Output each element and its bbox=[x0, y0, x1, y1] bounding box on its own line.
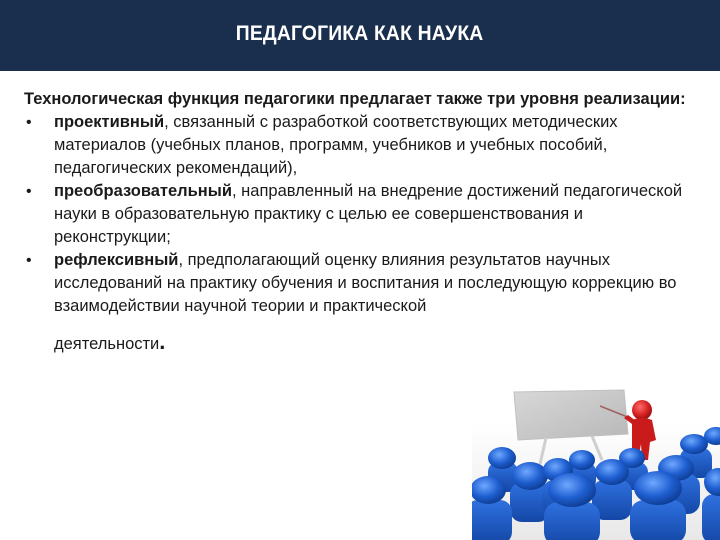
bullet-term: преобразовательный bbox=[54, 182, 233, 200]
final-period: . bbox=[159, 329, 166, 354]
bullet-icon: • bbox=[26, 183, 32, 200]
bullet-text: , направленный на внедрение достижений педагогической науки в образовательную практику с целью ее совершенствования и реконструкции; bbox=[54, 182, 683, 246]
slide-title: ПЕДАГОГИКА КАК НАУКА bbox=[236, 22, 484, 45]
classroom-icon bbox=[472, 384, 720, 540]
bullet-term: проективный bbox=[54, 113, 165, 131]
bullet-text: , связанный с разработкой соответствующих методических материалов (учебных планов, программ, учебников и учебных пособий, педагогических рекомендаций), bbox=[54, 113, 618, 177]
slide-body bbox=[24, 88, 704, 356]
final-word-text: деятельности bbox=[54, 335, 160, 353]
final-word bbox=[24, 330, 704, 356]
bullet-item-projective bbox=[24, 111, 704, 180]
bullet-term: рефлексивный bbox=[54, 251, 179, 269]
teacher-presentation-illustration bbox=[472, 384, 720, 540]
bullet-item-transformative bbox=[24, 180, 704, 249]
bullet-icon: • bbox=[26, 252, 32, 269]
slide-header bbox=[0, 0, 720, 71]
intro-text: Технологическая функция педагогики предлагает также три уровня реализации: bbox=[24, 90, 686, 108]
bullet-item-reflexive bbox=[24, 249, 704, 318]
bullet-icon: • bbox=[26, 114, 32, 131]
bullet-text: , предполагающий оценку влияния результатов научных исследований на практику обучения и воспитания и последующую коррекцию во взаимодействии научной теории и практической bbox=[54, 251, 677, 315]
